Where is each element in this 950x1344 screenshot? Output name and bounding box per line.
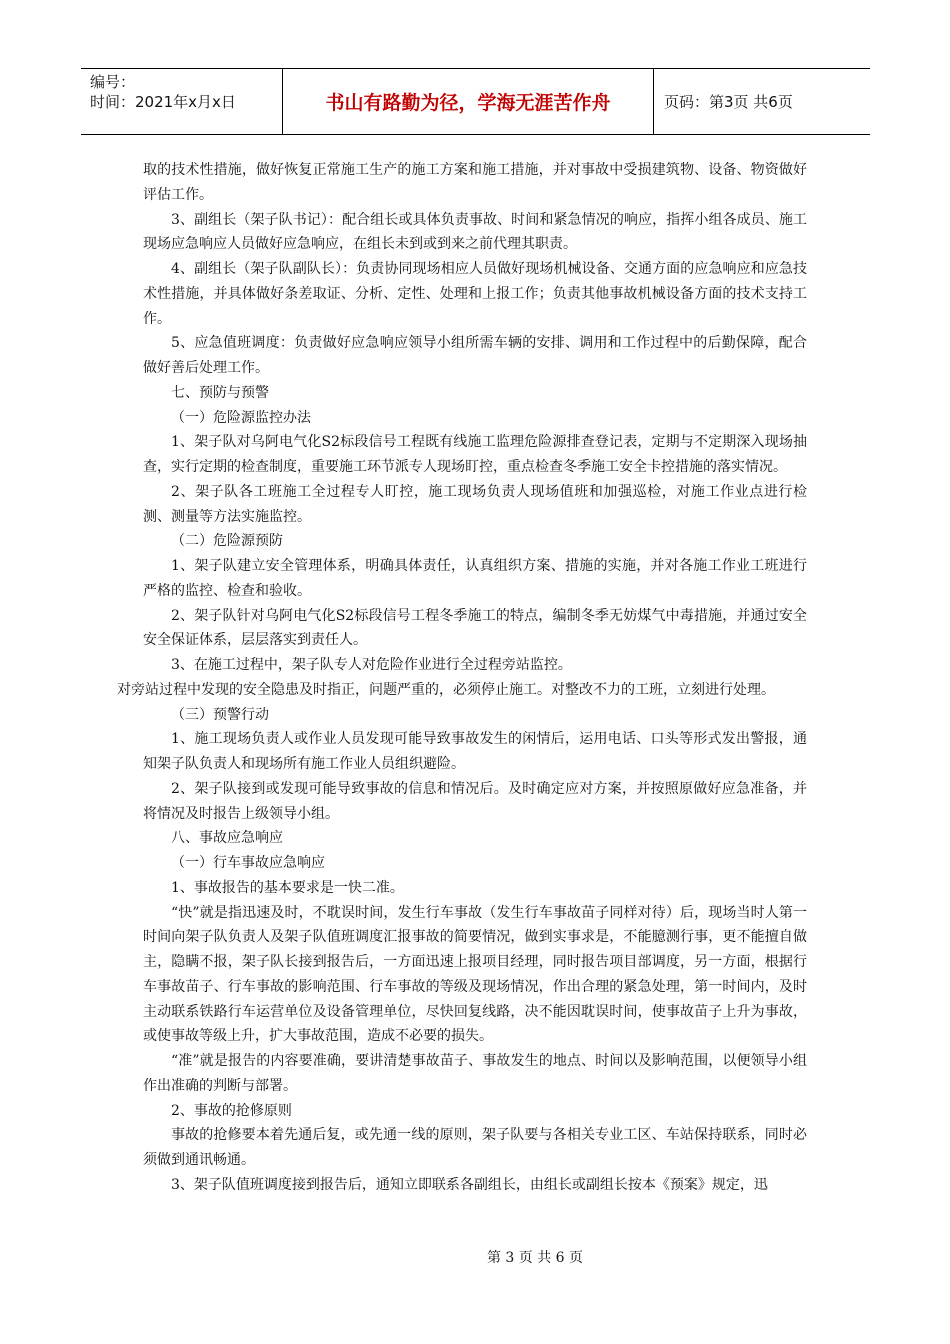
page-footer	[0, 1247, 950, 1267]
header-meta	[81, 69, 283, 134]
paragraph: 1、事故报告的基本要求是一快二准。	[171, 879, 404, 896]
paragraph: 事故的抢修要本着先通后复，或先通一线的原则，架子队要与各相关专业工区、车站保持联系，同时必须做到通讯畅通。	[143, 1127, 807, 1168]
header-motto: 书山有路勤为径，学海无涯苦作舟	[283, 69, 654, 134]
paragraph: 3、副组长（架子队书记）：配合组长或具体负责事故、时间和紧急情况的响应，指挥小组各成员、施工现场应急响应人员做好应急响应，在组长未到或到来之前代理其职责。	[143, 211, 807, 253]
page-header	[81, 68, 870, 135]
paragraph: 对旁站过程中发现的安全隐患及时指正，问题严重的，必须停止施工。对整改不力的工班，立刻进行处理。	[117, 681, 775, 698]
paragraph: 3、在施工过程中，架子队专人对危险作业进行全过程旁站监控。	[171, 657, 572, 673]
paragraph: 1、架子队建立安全管理体系，明确具体责任，认真组织方案、措施的实施，并对各施工作业工班进行严格的监控、检查和验收。	[143, 558, 807, 599]
paragraph: 1、施工现场负责人或作业人员发现可能导致事故发生的闲情后，运用电话、口头等形式发出警报，通知架子队负责人和现场所有施工作业人员组织避险。	[143, 731, 807, 772]
document-body	[117, 158, 807, 1198]
paragraph: 2、架子队各工班施工全过程专人盯控，施工现场负责人现场值班和加强巡检，对施工作业点进行检测、测量等方法实施监控。	[143, 483, 807, 525]
paragraph: 2、事故的抢修原则	[171, 1102, 292, 1119]
footer-page-number: 第 3 页 共 6 页	[486, 1250, 584, 1266]
section-heading: 八、事故应急响应	[171, 830, 283, 847]
document-number-label: 编号：	[90, 73, 136, 91]
paragraph: 5、应急值班调度：负责做好应急响应领导小组所需车辆的安排、调用和工作过程中的后勤保障，配合做好善后处理工作。	[143, 335, 807, 376]
subsection-heading: （三）预警行动	[171, 706, 269, 723]
paragraph: 2、架子队针对乌阿电气化S2标段信号工程冬季施工的特点，编制冬季无妨煤气中毒措施，并通过安全安全保证体系，层层落实到责任人。	[143, 607, 807, 649]
paragraph: 2、架子队接到或发现可能导致事故的信息和情况后。及时确定应对方案，并按照原做好应急准备，并将情况及时报告上级领导小组。	[143, 780, 807, 822]
section-heading: 七、预防与预警	[171, 384, 269, 401]
paragraph: “准”就是报告的内容要准确，要讲清楚事故苗子、事故发生的地点、时间以及影响范围，以便领导小组作出准确的判断与部署。	[143, 1053, 807, 1094]
paragraph: 1、架子队对乌阿电气化S2标段信号工程既有线施工监理危险源排查登记表，定期与不定期深入现场抽查，实行定期的检查制度，重要施工环节派专人现场盯控，重点检查冬季施工安全卡控措施的落实情况。	[143, 434, 807, 475]
subsection-heading: （一）行车事故应急响应	[171, 855, 325, 871]
paragraph: 取的技术性措施，做好恢复正常施工生产的施工方案和施工措施，并对事故中受损建筑物、设备、物资做好评估工作。	[143, 162, 807, 203]
document-date: 时间：2021年x月x日	[90, 93, 236, 111]
paragraph: 3、架子队值班调度接到报告后，通知立即联系各副组长，由组长或副组长按本《预案》规定，迅	[171, 1176, 768, 1193]
subsection-heading: （一）危险源监控办法	[171, 409, 311, 426]
subsection-heading: （二）危险源预防	[171, 533, 283, 550]
paragraph: “快”就是指迅速及时，不耽误时间，发生行车事故（发生行车事故苗子同样对待）后，现场当时人第一时间向架子队负责人及架子队值班调度汇报事故的简要情况，做到实事求是，不能臆测行事，更不能擅自做主，隐瞒不报，架子队长接到报告后，一方面迅速上报项目经理，同时报告项目部调度，另一方面，根据行车事故苗子、行车事故的影响范围、行车事故的等级及现场情况，作出合理的紧急处理，第一时间内，及时主动联系铁路行车运营单位及设备管理单位，尽快回复线路，决不能因耽误时间，使事故苗子上升为事故，或使事故等级上升，扩大事故范围，造成不必要的损失。	[143, 904, 807, 1045]
paragraph: 4、副组长（架子队副队长）：负责协同现场相应人员做好现场机械设备、交通方面的应急响应和应急技术性措施，并具体做好条差取证、分析、定性、处理和上报工作；负责其他事故机械设备方面的技术支持工作。	[143, 261, 807, 327]
header-page-info: 页码：第3页 共6页	[664, 93, 793, 111]
